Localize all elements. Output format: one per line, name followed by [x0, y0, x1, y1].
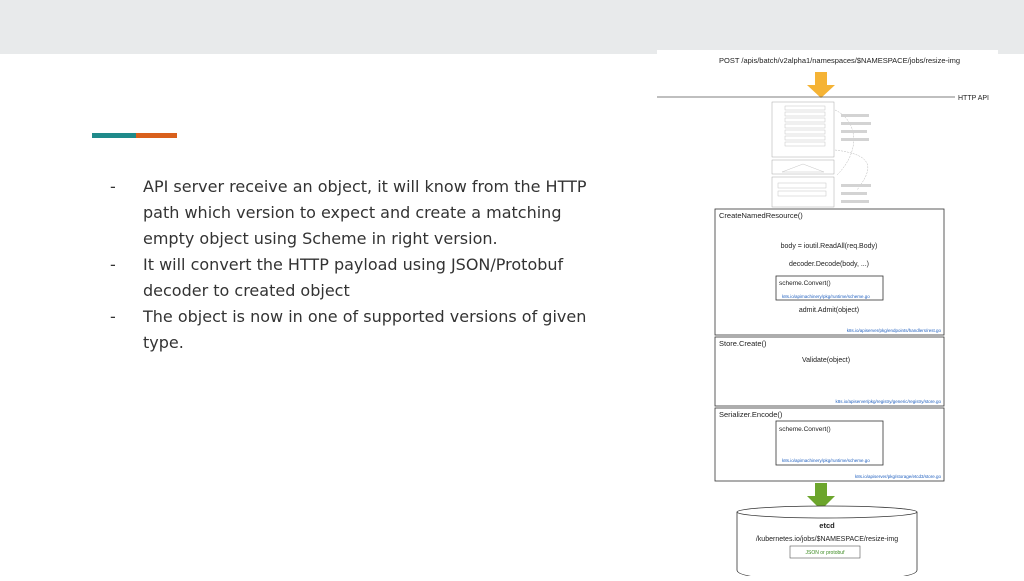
bullet-marker: -	[110, 177, 116, 196]
serializer-encode-title: Serializer.Encode()	[719, 410, 783, 419]
accent-bar-orange	[136, 133, 177, 138]
bullet-marker: -	[110, 307, 116, 326]
bullet-marker: -	[110, 255, 116, 274]
create-named-resource-box	[715, 209, 944, 335]
scheme-go-path-2: k8s.io/apimachinery/pkg/runtime/scheme.go	[782, 458, 870, 463]
slide-top-bar	[0, 0, 1024, 54]
admit-line: admit.Admit(object)	[798, 307, 860, 314]
http-api-label: HTTP API	[958, 95, 989, 102]
etcd-title: etcd	[819, 521, 835, 530]
endpoint-label: POST /apis/batch/v2alpha1/namespaces/$NAMESPACE/jobs/resize-img	[719, 56, 961, 65]
bullet-item	[106, 174, 606, 252]
scheme-convert-title: scheme.Convert()	[779, 280, 831, 287]
format-label: JSON or protobuf	[805, 550, 845, 556]
store-go-path: k8s.io/apiserver/pkg/registry/generic/registry/store.go	[835, 399, 941, 404]
validate-line: Validate(object)	[801, 357, 851, 364]
decode-line: decoder.Decode(body, ...)	[788, 261, 870, 268]
etcd-key: /kubernetes.io/jobs/$NAMESPACE/resize-img	[755, 536, 899, 543]
bullet-text: It will convert the HTTP payload using JSON/Protobuf decoder to created object	[143, 255, 564, 300]
read-body-line: body = ioutil.ReadAll(req.Body)	[780, 243, 878, 250]
bullet-list	[106, 174, 606, 356]
etcd3-store-go-path: k8s.io/apiserver/pkg/storage/etcd3/store.go	[854, 474, 941, 479]
bullet-item	[106, 304, 606, 356]
store-create-title: Store.Create()	[719, 339, 767, 348]
bullet-item	[106, 252, 606, 304]
accent-bar-teal	[92, 133, 136, 138]
handler-chain-thumbnail	[772, 102, 871, 207]
create-named-resource-title: CreateNamedResource()	[719, 211, 803, 220]
arrow-down-icon	[807, 72, 835, 98]
scheme-go-path: k8s.io/apimachinery/pkg/runtime/scheme.go	[782, 294, 870, 299]
bullet-text: API server receive an object, it will know from the HTTP path which version to expect and create a matching empty object using Scheme in right version.	[143, 177, 587, 248]
scheme-convert-title-2: scheme.Convert()	[779, 426, 831, 433]
rest-go-path: k8s.io/apiserver/pkg/endpoints/handlers/rest.go	[846, 328, 941, 333]
bullet-text: The object is now in one of supported versions of given type.	[143, 307, 587, 352]
request-flow-diagram	[657, 50, 998, 576]
